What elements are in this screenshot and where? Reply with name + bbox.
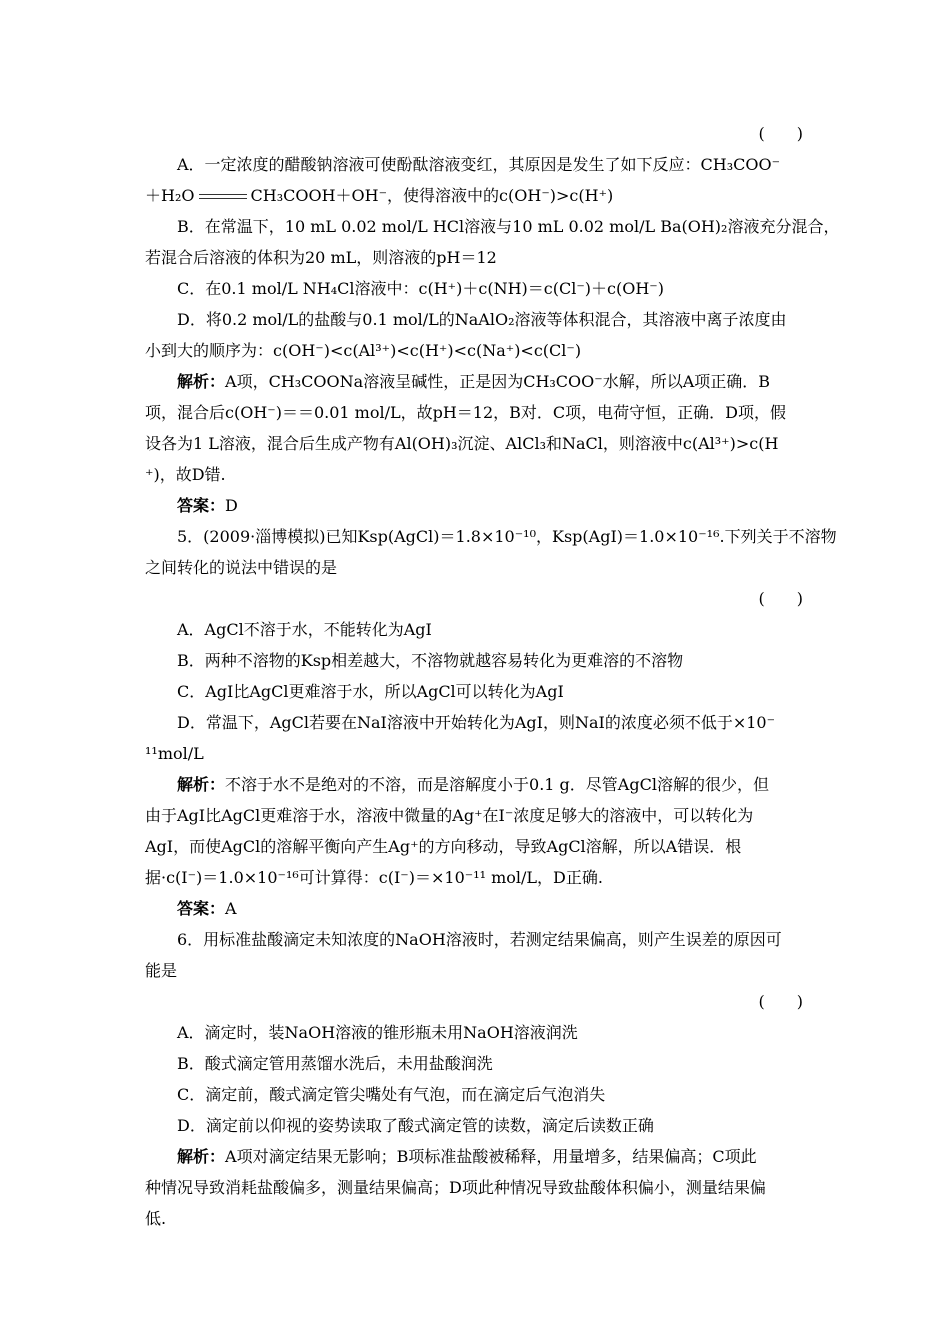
text-line: [145, 335, 805, 366]
line-text: B．酸式滴定管用蒸馏水洗后，未用盐酸润洗: [177, 1054, 493, 1073]
line-text: ( ): [758, 589, 803, 608]
text-line: [145, 862, 805, 893]
text-line: [145, 769, 805, 800]
line-text: 项，混合后c(OH⁻)＝＝0.01 mol/L，故pH＝12，B对．C项，电荷守恒，正确．D项，假: [145, 403, 786, 422]
line-text: A．滴定时，装NaOH溶液的锥形瓶未用NaOH溶液润洗: [177, 1023, 578, 1042]
line-text: B．在常温下，10 mL 0.02 mol/L HCl溶液与10 mL 0.02 mol/L Ba(OH)₂溶液充分混合，: [177, 217, 840, 236]
line-text: D．滴定前以仰视的姿势读取了酸式滴定管的读数，滴定后读数正确: [177, 1116, 654, 1135]
label-lead: 解析：: [177, 775, 226, 794]
line-text: CH₃COOH＋OH⁻，使得溶液中的c(OH⁻)>c(H⁺): [250, 186, 614, 205]
line-text: A项对滴定结果无影响；B项标准盐酸被稀释，用量增多，结果偏高；C项此: [225, 1147, 757, 1166]
text-line: [145, 986, 805, 1017]
text-line: [145, 366, 805, 397]
text-line: [145, 242, 805, 273]
line-text: C．AgI比AgCl更难溶于水，所以AgCl可以转化为AgI: [177, 682, 564, 701]
text-line: [145, 831, 805, 862]
text-line: [145, 273, 805, 304]
line-text: ＋H₂O: [145, 186, 195, 205]
text-line: [145, 552, 805, 583]
text-line: [145, 645, 805, 676]
line-text: A．AgCl不溶于水，不能转化为AgI: [177, 620, 432, 639]
line-text: D: [225, 496, 238, 515]
line-text: ¹¹mol/L: [145, 744, 204, 763]
label-lead: 解析：: [177, 1147, 226, 1166]
equilibrium-arrow-icon: [197, 191, 249, 203]
text-line: [145, 583, 805, 614]
line-text: 据·c(I⁻)＝1.0×10⁻¹⁶可计算得：c(I⁻)＝×10⁻¹¹ mol/L，D正确.: [145, 868, 603, 887]
text-line: [145, 955, 805, 986]
line-text: 低.: [145, 1209, 167, 1228]
line-text: A: [225, 899, 237, 918]
label-lead: 解析：: [177, 372, 226, 391]
text-line: [145, 1141, 805, 1172]
text-line: [145, 459, 805, 490]
text-line: [145, 211, 840, 242]
line-text: B．两种不溶物的Ksp相差越大，不溶物就越容易转化为更难溶的不溶物: [177, 651, 684, 670]
text-line: [145, 1017, 805, 1048]
text-line: [145, 924, 805, 955]
text-line: [145, 428, 805, 459]
line-text: ( ): [758, 124, 803, 143]
text-line: [145, 397, 805, 428]
text-line: [145, 800, 805, 831]
text-line: [145, 738, 805, 769]
line-text: C．滴定前，酸式滴定管尖嘴处有气泡，而在滴定后气泡消失: [177, 1085, 606, 1104]
text-line: [145, 149, 805, 180]
text-line: [145, 118, 805, 149]
line-text: D．将0.2 mol/L的盐酸与0.1 mol/L的NaAlO₂溶液等体积混合，其溶液中离子浓度由: [177, 310, 787, 329]
text-line: [145, 1110, 805, 1141]
line-text: 若混合后溶液的体积为20 mL，则溶液的pH＝12: [145, 248, 497, 267]
line-text: ( ): [758, 992, 803, 1011]
line-text: 小到大的顺序为：c(OH⁻)<c(Al³⁺)<c(H⁺)<c(Na⁺)<c(Cl⁻): [145, 341, 582, 360]
text-line: [145, 1172, 805, 1203]
text-line: [145, 1048, 805, 1079]
line-text: 之间转化的说法中错误的是: [145, 558, 338, 577]
text-line: [145, 1079, 805, 1110]
line-text: ⁺)，故D错.: [145, 465, 226, 484]
text-line: [145, 614, 805, 645]
text-line: [145, 1203, 805, 1234]
label-lead: 答案：: [177, 496, 226, 515]
line-text: 设各为1 L溶液，混合后生成产物有Al(OH)₃沉淀、AlCl₃和NaCl，则溶液中c(Al³⁺)>c(H: [145, 434, 779, 453]
text-line: [145, 893, 805, 924]
line-text: 5．(2009·淄博模拟)已知Ksp(AgCl)＝1.8×10⁻¹⁰，Ksp(AgI)＝1.0×10⁻¹⁶.下列关于不溶物: [177, 527, 837, 546]
text-line: [145, 304, 805, 335]
line-text: A．一定浓度的醋酸钠溶液可使酚酞溶液变红，其原因是发生了如下反应：CH₃COO⁻: [177, 155, 781, 174]
label-lead: 答案：: [177, 899, 226, 918]
line-text: A项，CH₃COONa溶液呈碱性，正是因为CH₃COO⁻水解，所以A项正确．B: [225, 372, 771, 391]
document-page: [145, 118, 840, 1234]
text-line: [145, 707, 805, 738]
text-line: [145, 676, 805, 707]
text-line: [145, 490, 805, 521]
line-text: 种情况导致消耗盐酸偏多，测量结果偏高；D项此种情况导致盐酸体积偏小，测量结果偏: [145, 1178, 766, 1197]
line-text: 能是: [145, 961, 178, 980]
line-text: 6．用标准盐酸滴定未知浓度的NaOH溶液时，若测定结果偏高，则产生误差的原因可: [177, 930, 782, 949]
line-text: D．常温下，AgCl若要在NaI溶液中开始转化为AgI，则NaI的浓度必须不低于×10⁻: [177, 713, 776, 732]
line-text: 由于AgI比AgCl更难溶于水，溶液中微量的Ag⁺在I⁻浓度足够大的溶液中，可以转化为: [145, 806, 754, 825]
text-line: [145, 180, 805, 211]
line-text: AgI，而使AgCl的溶解平衡向产生Ag⁺的方向移动，导致AgCl溶解，所以A错误．根: [145, 837, 742, 856]
line-text: 不溶于水不是绝对的不溶，而是溶解度小于0.1 g．尽管AgCl溶解的很少，但: [225, 775, 769, 794]
text-line: [145, 521, 837, 552]
line-text: C．在0.1 mol/L NH₄Cl溶液中：c(H⁺)＋c(NH)＝c(Cl⁻)＋c(OH⁻): [177, 279, 664, 298]
